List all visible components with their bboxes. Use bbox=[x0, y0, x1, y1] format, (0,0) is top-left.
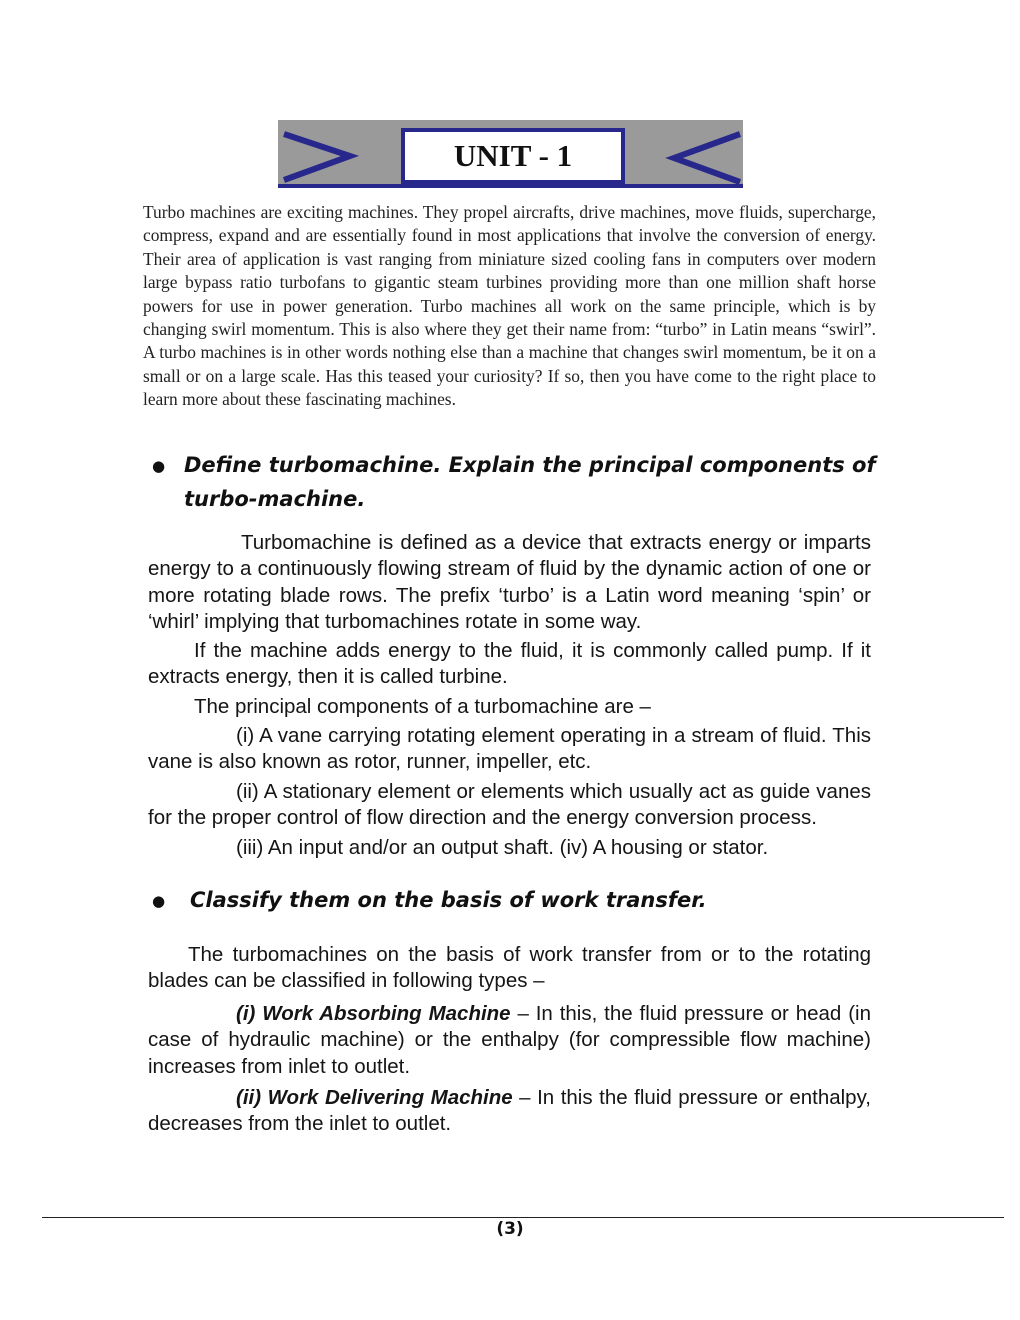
section2-question: Classify them on the basis of work transfer. bbox=[190, 888, 707, 912]
bullet-icon: ● bbox=[152, 457, 166, 475]
component-item-2 bbox=[148, 779, 871, 832]
component-1-text: (i) A vane carrying rotating element operating in a stream of fluid. This vane is also known as rotor, runner, impeller, etc. bbox=[148, 724, 871, 774]
intro-paragraph: Turbo machines are exciting machines. They propel aircrafts, drive machines, move fluids, supercharge, compress, expand and are essentially found in most applications that involve the conversion of energy. Their area of application is vast ranging from miniature sized cooling fans in computers over modern large bypass ratio turbofans to gigantic steam turbines providing more than one million shaft horse powers for use in power generation. Turbo machines all work on the same principle, which is by changing swirl momentum. This is also where they get their name from: “turbo” in Latin means “swirl”. A turbo machines is in other words nothing else than a machine that changes swirl momentum, be it on a small or on a large scale. Has this teased your curiosity? If so, then you have come to the right place to learn more about these fascinating machines. bbox=[143, 202, 876, 410]
definition-text: Turbomachine is defined as a device that extracts energy or imparts energy to a continuously flowing stream of fluid by the dynamic action of one or more rotating blade rows. The prefix ‘turbo’ is a Latin word meaning ‘spin’ or ‘whirl’ implying that turbomachines rotate in some way. bbox=[148, 531, 871, 633]
classification-intro bbox=[148, 942, 871, 995]
unit-title: UNIT - 1 bbox=[453, 138, 573, 173]
component-2-text: (ii) A stationary element or elements which usually act as guide vanes for the proper control of flow direction and the energy conversion process. bbox=[148, 780, 871, 830]
type-1-text: – In this, the fluid pressure or head (in case of hydraulic machine) or the enthalpy (for compressible flow machine) increases from inlet to outlet. bbox=[148, 1002, 871, 1078]
type-1-paragraph bbox=[148, 1001, 871, 1080]
type-2-text: – In this the fluid pressure or enthalpy, decreases from the inlet to outlet. bbox=[148, 1086, 871, 1136]
components-intro-text: The principal components of a turbomachine are – bbox=[194, 695, 651, 718]
component-item-3 bbox=[148, 835, 871, 861]
type-1-label: (i) Work Absorbing Machine bbox=[236, 1002, 511, 1025]
page-number: (3) bbox=[496, 1219, 524, 1239]
bullet-icon: ● bbox=[152, 892, 166, 910]
section1-question: Define turbomachine. Explain the principal components of turbo-machine. bbox=[184, 453, 876, 511]
classification-intro-text: The turbomachines on the basis of work transfer from or to the rotating blades can be classified in following types – bbox=[148, 943, 871, 993]
footer-rule bbox=[42, 1217, 1004, 1218]
component-3-text: (iii) An input and/or an output shaft. (iv) A housing or stator. bbox=[236, 836, 769, 859]
definition-paragraph bbox=[148, 530, 871, 635]
unit-title-box bbox=[401, 128, 625, 184]
pump-text: If the machine adds energy to the fluid, it is commonly called pump. If it extracts energy, then it is called turbine. bbox=[148, 639, 871, 689]
components-intro bbox=[148, 694, 871, 720]
component-item-1 bbox=[148, 723, 871, 776]
unit-banner bbox=[278, 118, 743, 190]
type-2-label: (ii) Work Delivering Machine bbox=[236, 1086, 513, 1109]
type-2-paragraph bbox=[148, 1085, 871, 1138]
pump-paragraph bbox=[148, 638, 871, 691]
